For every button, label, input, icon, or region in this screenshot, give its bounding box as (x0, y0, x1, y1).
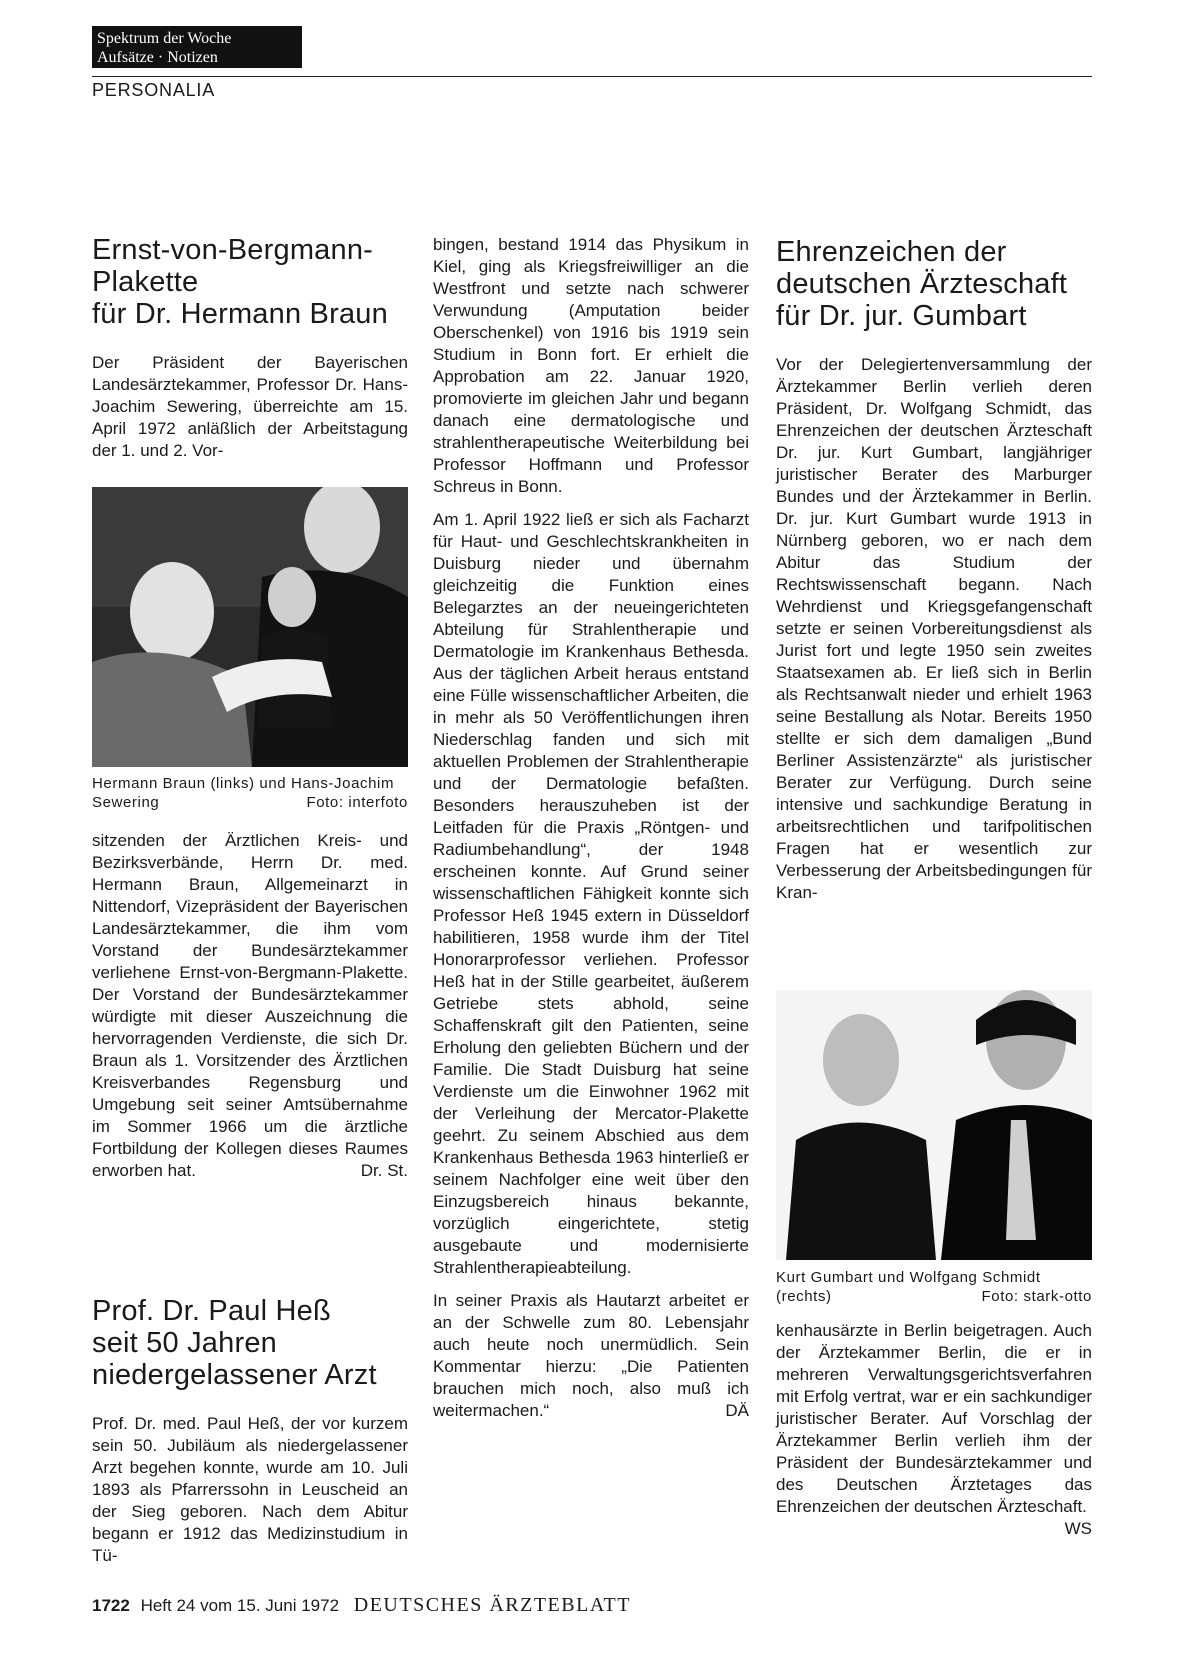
caption-text: Hermann Braun (links) und Hans-Joachim Sewering (92, 775, 395, 811)
article1-title-line: Ernst-von-Bergmann- (92, 234, 374, 266)
page-number: 1722 (92, 1596, 130, 1615)
photo-credit: Foto: stark-otto (981, 1288, 1092, 1305)
rubric-box (92, 26, 302, 68)
photo-credit: Foto: interfoto (306, 794, 408, 811)
article3-title (776, 236, 1092, 332)
column-2 (433, 234, 749, 1422)
article3-body-cont (776, 1320, 1092, 1538)
article2-title (92, 1295, 408, 1391)
article3-title-line: deutschen Ärzteschaft (776, 268, 1068, 300)
article2-heading-block (92, 1295, 408, 1567)
article3-body: Vor der Delegiertenversammlung der Ärztekammer Berlin verlieh deren Präsident, Dr. Wolfgang Schmidt, das Ehrenzeichen der deutschen Ärzteschaft Dr. jur. Kurt Gumbart, langjähriger juristischer Berater des Marburger Bundes und der Ärztekammer in Berlin. Dr. jur. Kurt Gumbart wurde 1913 in Nürnberg geboren, wo er nach dem Abitur das Studium der Rechtswissenschaft begann. Nach Wehrdienst und Kriegsgefangenschaft setzte er seinen Vorbereitungsdienst als Jurist fort und legte 1950 sein zweites Staatsexamen ab. Er ließ sich in Berlin als Rechtsanwalt nieder und erhielt 1963 seine Bestallung als Notar. Bereits 1950 stellte er sich dem damaligen „Bund Berliner Assistenzärzte“ als juristischer Berater zur Verfügung. Durch seine intensive und sachkundige Beratung in arbeitsrechtlichen und tarifpolitischen Fragen hat er wesentlich zur Verbesserung der Arbeitsbedingungen für Kran- (776, 355, 1092, 902)
article1-intro: Der Präsident der Bayerischen Landesärztekammer, Professor Dr. Hans-Joachim Sewering, überreichte am 15. April 1972 anläßlich der Arbeitstagung der 1. und 2. Vor- (92, 353, 408, 460)
photo-gumbart-schmidt (776, 990, 1092, 1260)
article3-title-line: für Dr. jur. Gumbart (776, 300, 1027, 332)
article3-caption (776, 1268, 1092, 1306)
article3-signature: WS (1064, 1519, 1092, 1538)
article3-title-line: Ehrenzeichen der (776, 236, 1007, 268)
article2-title-line: Prof. Dr. Paul Heß (92, 1295, 331, 1327)
article1-signature: Dr. St. (360, 1161, 408, 1180)
article2-title-line: niedergelassener Arzt (92, 1359, 377, 1391)
article1-photo (92, 487, 408, 767)
article2-paragraph-1-cont: bingen, bestand 1914 das Physikum in Kiel, ging als Kriegsfreiwilliger an die Westfront und setzte nach schwerer Verwundung (Amputation beider Oberschenkel) von 1916 bis 1919 sein Studium in Bonn fort. Er erhielt die Approbation am 22. Januar 1920, promovierte im gleichen Jahr und begann danach eine dermatologische und strahlentherapeutische Weiterbildung bei Professor Hoffmann und Professor Schreus in Bonn. (433, 235, 749, 496)
column-3 (776, 236, 1092, 904)
article1-caption (92, 774, 408, 812)
rubric-line-1: Spektrum der Woche (97, 30, 232, 47)
article2-paragraph-3 (433, 1290, 749, 1422)
article2-paragraph-3-text: In seiner Praxis als Hautarzt arbeitet er an der Schwelle zum 80. Lebensjahr auch heute noch unermüdlich. Sein Kommentar hierzu: „Die Patienten brauchen mich noch, also muß ich weitermachen.“ (433, 1291, 749, 1420)
article2-signature: DÄ (725, 1401, 749, 1420)
article3-photo (776, 990, 1092, 1260)
page-footer (92, 1594, 631, 1617)
rubric-line-2: Aufsätze · Notizen (97, 49, 218, 66)
article1-title-line: für Dr. Hermann Braun (92, 298, 388, 330)
article1-title-line: Plakette (92, 266, 199, 298)
article2-title-line: seit 50 Jahren (92, 1327, 277, 1359)
issue-info: Heft 24 vom 15. Juni 1972 (140, 1596, 340, 1615)
article1-title (92, 234, 408, 330)
header-rule (92, 76, 1092, 77)
article1-body (92, 830, 408, 1182)
article2-paragraph-1: Prof. Dr. med. Paul Heß, der vor kurzem sein 50. Jubiläum als niedergelassener Arzt begehen konnte, wurde am 10. Juli 1893 als Pfarrerssohn in Leuscheid an der Sieg geboren. Nach dem Abitur begann er 1912 das Medizinstudium in Tü- (92, 1414, 408, 1565)
magazine-name: DEUTSCHES ÄRZTEBLATT (353, 1594, 631, 1616)
article3-body-cont-text: kenhausärzte in Berlin beigetragen. Auch der Ärztekammer Berlin, die er in mehreren Verwaltungsgerichtsverfahren mit Erfolg vertrat, war er ein sachkundiger juristischer Berater. Auf Vorschlag der Ärztekammer Berlin verlieh ihm der Präsident der Bundesärztekammer und des Deutschen Ärztetages das Ehrenzeichen der deutschen Ärzteschaft. (776, 1321, 1092, 1516)
photo-braun-sewering (92, 487, 408, 767)
column-3-body (776, 1320, 1092, 1540)
article1-body-text: sitzenden der Ärztlichen Kreis- und Bezirksverbände, Herrn Dr. med. Hermann Braun, Allgemeinarzt in Nittendorf, Vizepräsident der Bayerischen Landesärztekammer, die ihm vom Vorstand der Bundesärztekammer verliehene Ernst-von-Bergmann-Plakette. Der Vorstand der Bundesärztekammer würdigte mit dieser Auszeichnung die hervorragenden Verdienste, die sich Dr. Braun als 1. Vorsitzender des Ärztlichen Kreisverbandes Regensburg und Umgebung seit seiner Amtsübernahme im Sommer 1966 um die ärztliche Fortbildung der Kollegen dieses Raumes erworben hat. (92, 831, 408, 1180)
article2-paragraph-2: Am 1. April 1922 ließ er sich als Facharzt für Haut- und Geschlechtskrankheiten in Duisburg nieder und übernahm gleichzeitig die Funktion eines Belegarztes an der neueingerichteten Abteilung für Strahlentherapie und Dermatologie im Krankenhaus Bethesda. Aus der täglichen Arbeit heraus entstand eine Fülle wissenschaftlicher Arbeiten, die in mehr als 50 Veröffentlichungen ihren Niederschlag fanden und sich mit aktuellen Problemen der Strahlentherapie und der Dermatologie befaßten. Besonders herauszuheben ist der Leitfaden für die Praxis „Röntgen- und Radiumbehandlung“, der 1948 erscheinen konnte. Auf Grund seiner wissenschaftlichen Fähigkeit konnte sich Professor Heß 1945 extern in Düsseldorf habilitieren, 1958 wurde ihm der Titel Honorarprofessor verliehen. Professor Heß hat in der Stille gearbeitet, äußerem Getriebe stets abhold, seine Schaffenskraft gilt den Patienten, seine Erholung den geliebten Büchern und der Familie. Die Stadt Duisburg hat seine Verdienste um die Einwohner 1962 mit der Verleihung der Mercator-Plakette geehrt. Zu seinem Abschied aus dem Krankenhaus Bethesda 1963 hinterließ er seinem Nachfolger eine weit über den Einzugsbereich hinaus bekannte, vorzüglich eingerichtete, stetig ausgebaute und modernisierte Strahlentherapieabteilung. (433, 510, 749, 1277)
column-1 (92, 234, 408, 462)
column-1-body (92, 830, 408, 1182)
section-label: PERSONALIA (92, 80, 216, 100)
caption-text: Kurt Gumbart und Wolfgang Schmidt (rechts) (776, 1269, 1041, 1305)
